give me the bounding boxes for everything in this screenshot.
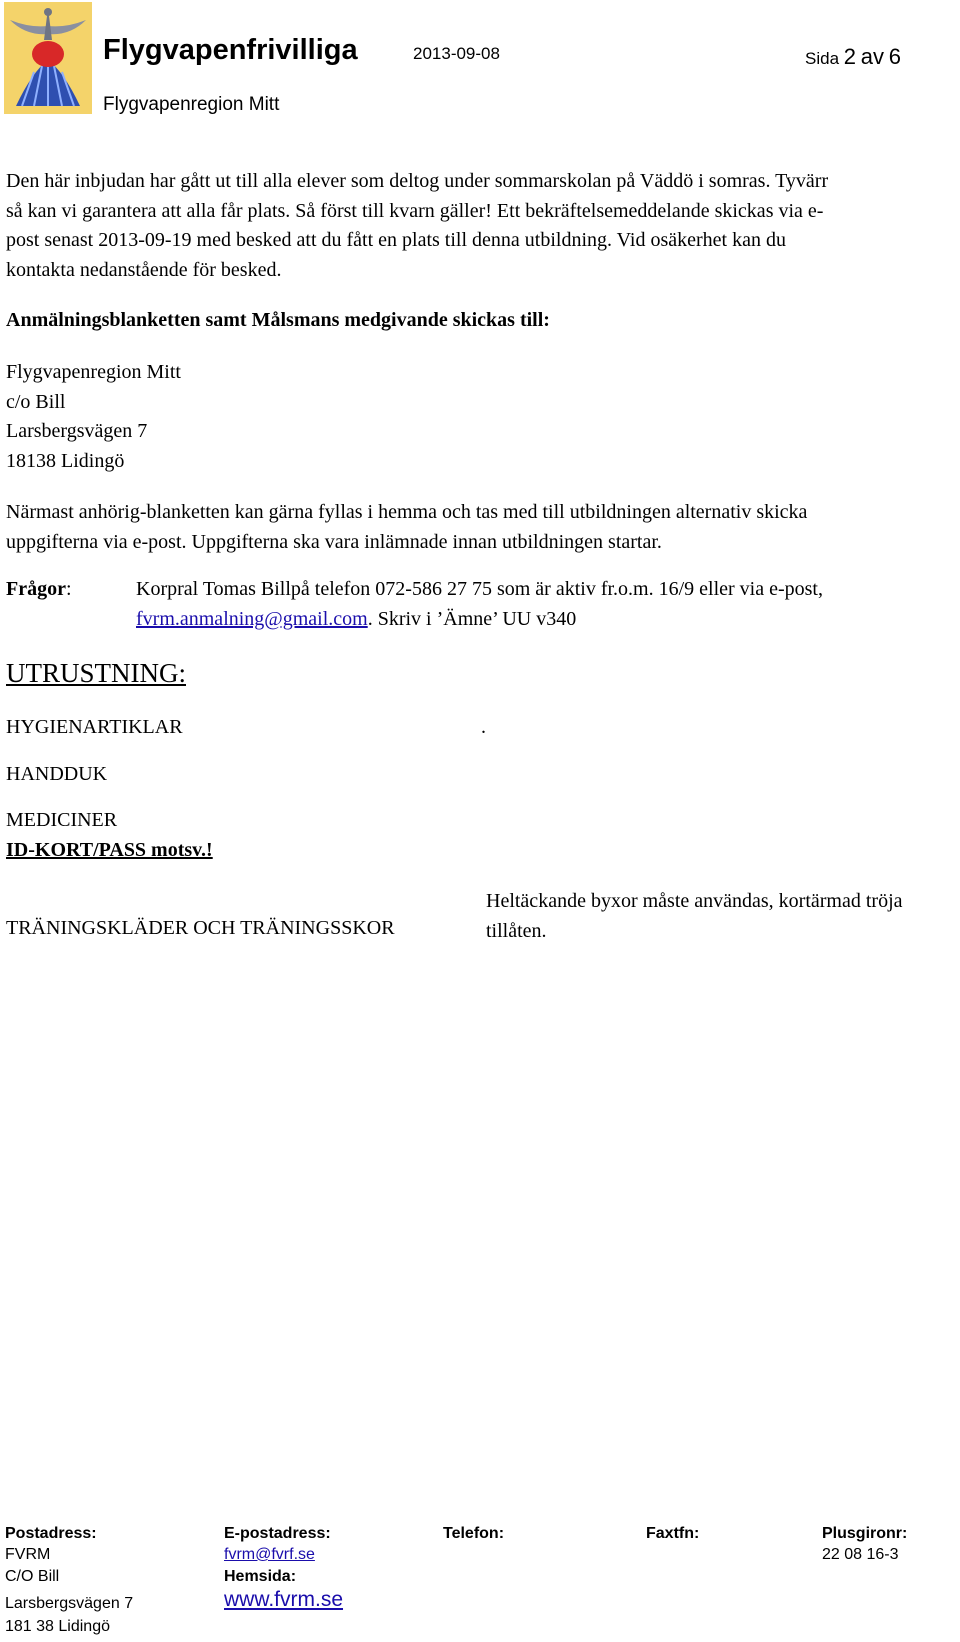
paragraph-line: uppgifterna via e-post. Uppgifterna ska vara inlämnade innan utbildningen startar. <box>6 530 662 553</box>
footer-email-label: E-postadress: <box>224 1525 331 1542</box>
questions-colon: : <box>65 578 72 600</box>
footer-postal-line: Larsbergsvägen 7 <box>5 1595 134 1612</box>
page-total: 6 <box>888 44 901 69</box>
training-clothes-note <box>486 886 956 946</box>
page-number: 2 <box>843 44 857 69</box>
equipment-heading: UTRUSTNING: <box>6 658 186 688</box>
footer-postal-line: 181 38 Lidingö <box>5 1618 110 1635</box>
note-line: Heltäckande byxor måste användas, kortärmad tröja <box>486 890 903 912</box>
coat-of-arms-icon <box>4 2 92 114</box>
address-line: Larsbergsvägen 7 <box>6 420 148 442</box>
questions-label <box>6 578 72 601</box>
contact-email-link[interactable]: fvrm.anmalning@gmail.com <box>136 608 368 630</box>
org-title: Flygvapenfrivilliga <box>103 34 358 66</box>
equipment-item-hygiene: HYGIENARTIKLAR <box>6 716 183 738</box>
document-date: 2013-09-08 <box>413 44 500 63</box>
intro-line: Den här inbjudan har gått ut till alla elever som deltog under sommarskolan på Väddö i somras. Tyvärr <box>6 170 829 192</box>
address-line: c/o Bill <box>6 390 66 413</box>
footer-homepage-link[interactable]: www.fvrm.se <box>224 1588 344 1611</box>
page-indicator <box>805 44 901 70</box>
region-subtitle: Flygvapenregion Mitt <box>103 94 280 115</box>
page-word: Sida <box>805 49 840 68</box>
footer-postal-line: FVRM <box>5 1546 51 1563</box>
footer-fax-label: Faxtfn: <box>646 1525 700 1542</box>
send-to-heading: Anmälningsblanketten samt Målsmans medgivande skickas till: <box>6 309 550 331</box>
subject-instruction: . Skriv i ’Ämne’ UU v340 <box>367 608 577 630</box>
intro-paragraph <box>6 167 941 285</box>
paragraph-line: Närmast anhörig-blanketten kan gärna fyllas i hemma och tas med till utbildningen alternativ skicka <box>6 501 808 523</box>
footer-phone-label: Telefon: <box>443 1525 505 1542</box>
footer-plusgiro-number: 22 08 16-3 <box>822 1546 899 1563</box>
footer-postal-line: C/O Bill <box>5 1568 60 1585</box>
intro-line: post senast 2013-09-19 med besked att du fått en plats till denna utbildning. Vid osäkerhet kan du <box>6 229 786 251</box>
questions-email-line <box>136 608 576 631</box>
page-of-word: av <box>860 44 884 69</box>
questions-contact-line: Korpral Tomas Billpå telefon 072-586 27 75 som är aktiv fr.o.m. 16/9 eller via e-post, <box>136 578 823 600</box>
footer-email-link[interactable]: fvrm@fvrf.se <box>224 1546 315 1563</box>
equipment-item-towel: HANDDUK <box>6 763 108 785</box>
intro-line: kontakta nedanstående för besked. <box>6 258 282 281</box>
questions-label-text: Frågor <box>6 578 66 600</box>
address-line: 18138 Lidingö <box>6 449 125 472</box>
footer-homepage-label: Hemsida: <box>224 1568 297 1585</box>
address-line: Flygvapenregion Mitt <box>6 361 181 383</box>
next-of-kin-paragraph <box>6 498 941 557</box>
intro-line: så kan vi garantera att alla får plats. Så först till kvarn gäller! Ett bekräftelsemeddelande skickas via e- <box>6 199 824 222</box>
hygiene-mark: . <box>481 716 486 738</box>
equipment-item-training-clothes: TRÄNINGSKLÄDER OCH TRÄNINGSSKOR <box>6 917 395 939</box>
footer-postal-label: Postadress: <box>5 1525 97 1542</box>
equipment-item-medicine: MEDICINER <box>6 809 118 831</box>
note-line: tillåten. <box>486 920 547 942</box>
footer-plusgiro-label: Plusgironr: <box>822 1525 908 1542</box>
postal-address <box>6 358 181 476</box>
equipment-item-id-card: ID-KORT/PASS motsv.! <box>6 839 213 861</box>
